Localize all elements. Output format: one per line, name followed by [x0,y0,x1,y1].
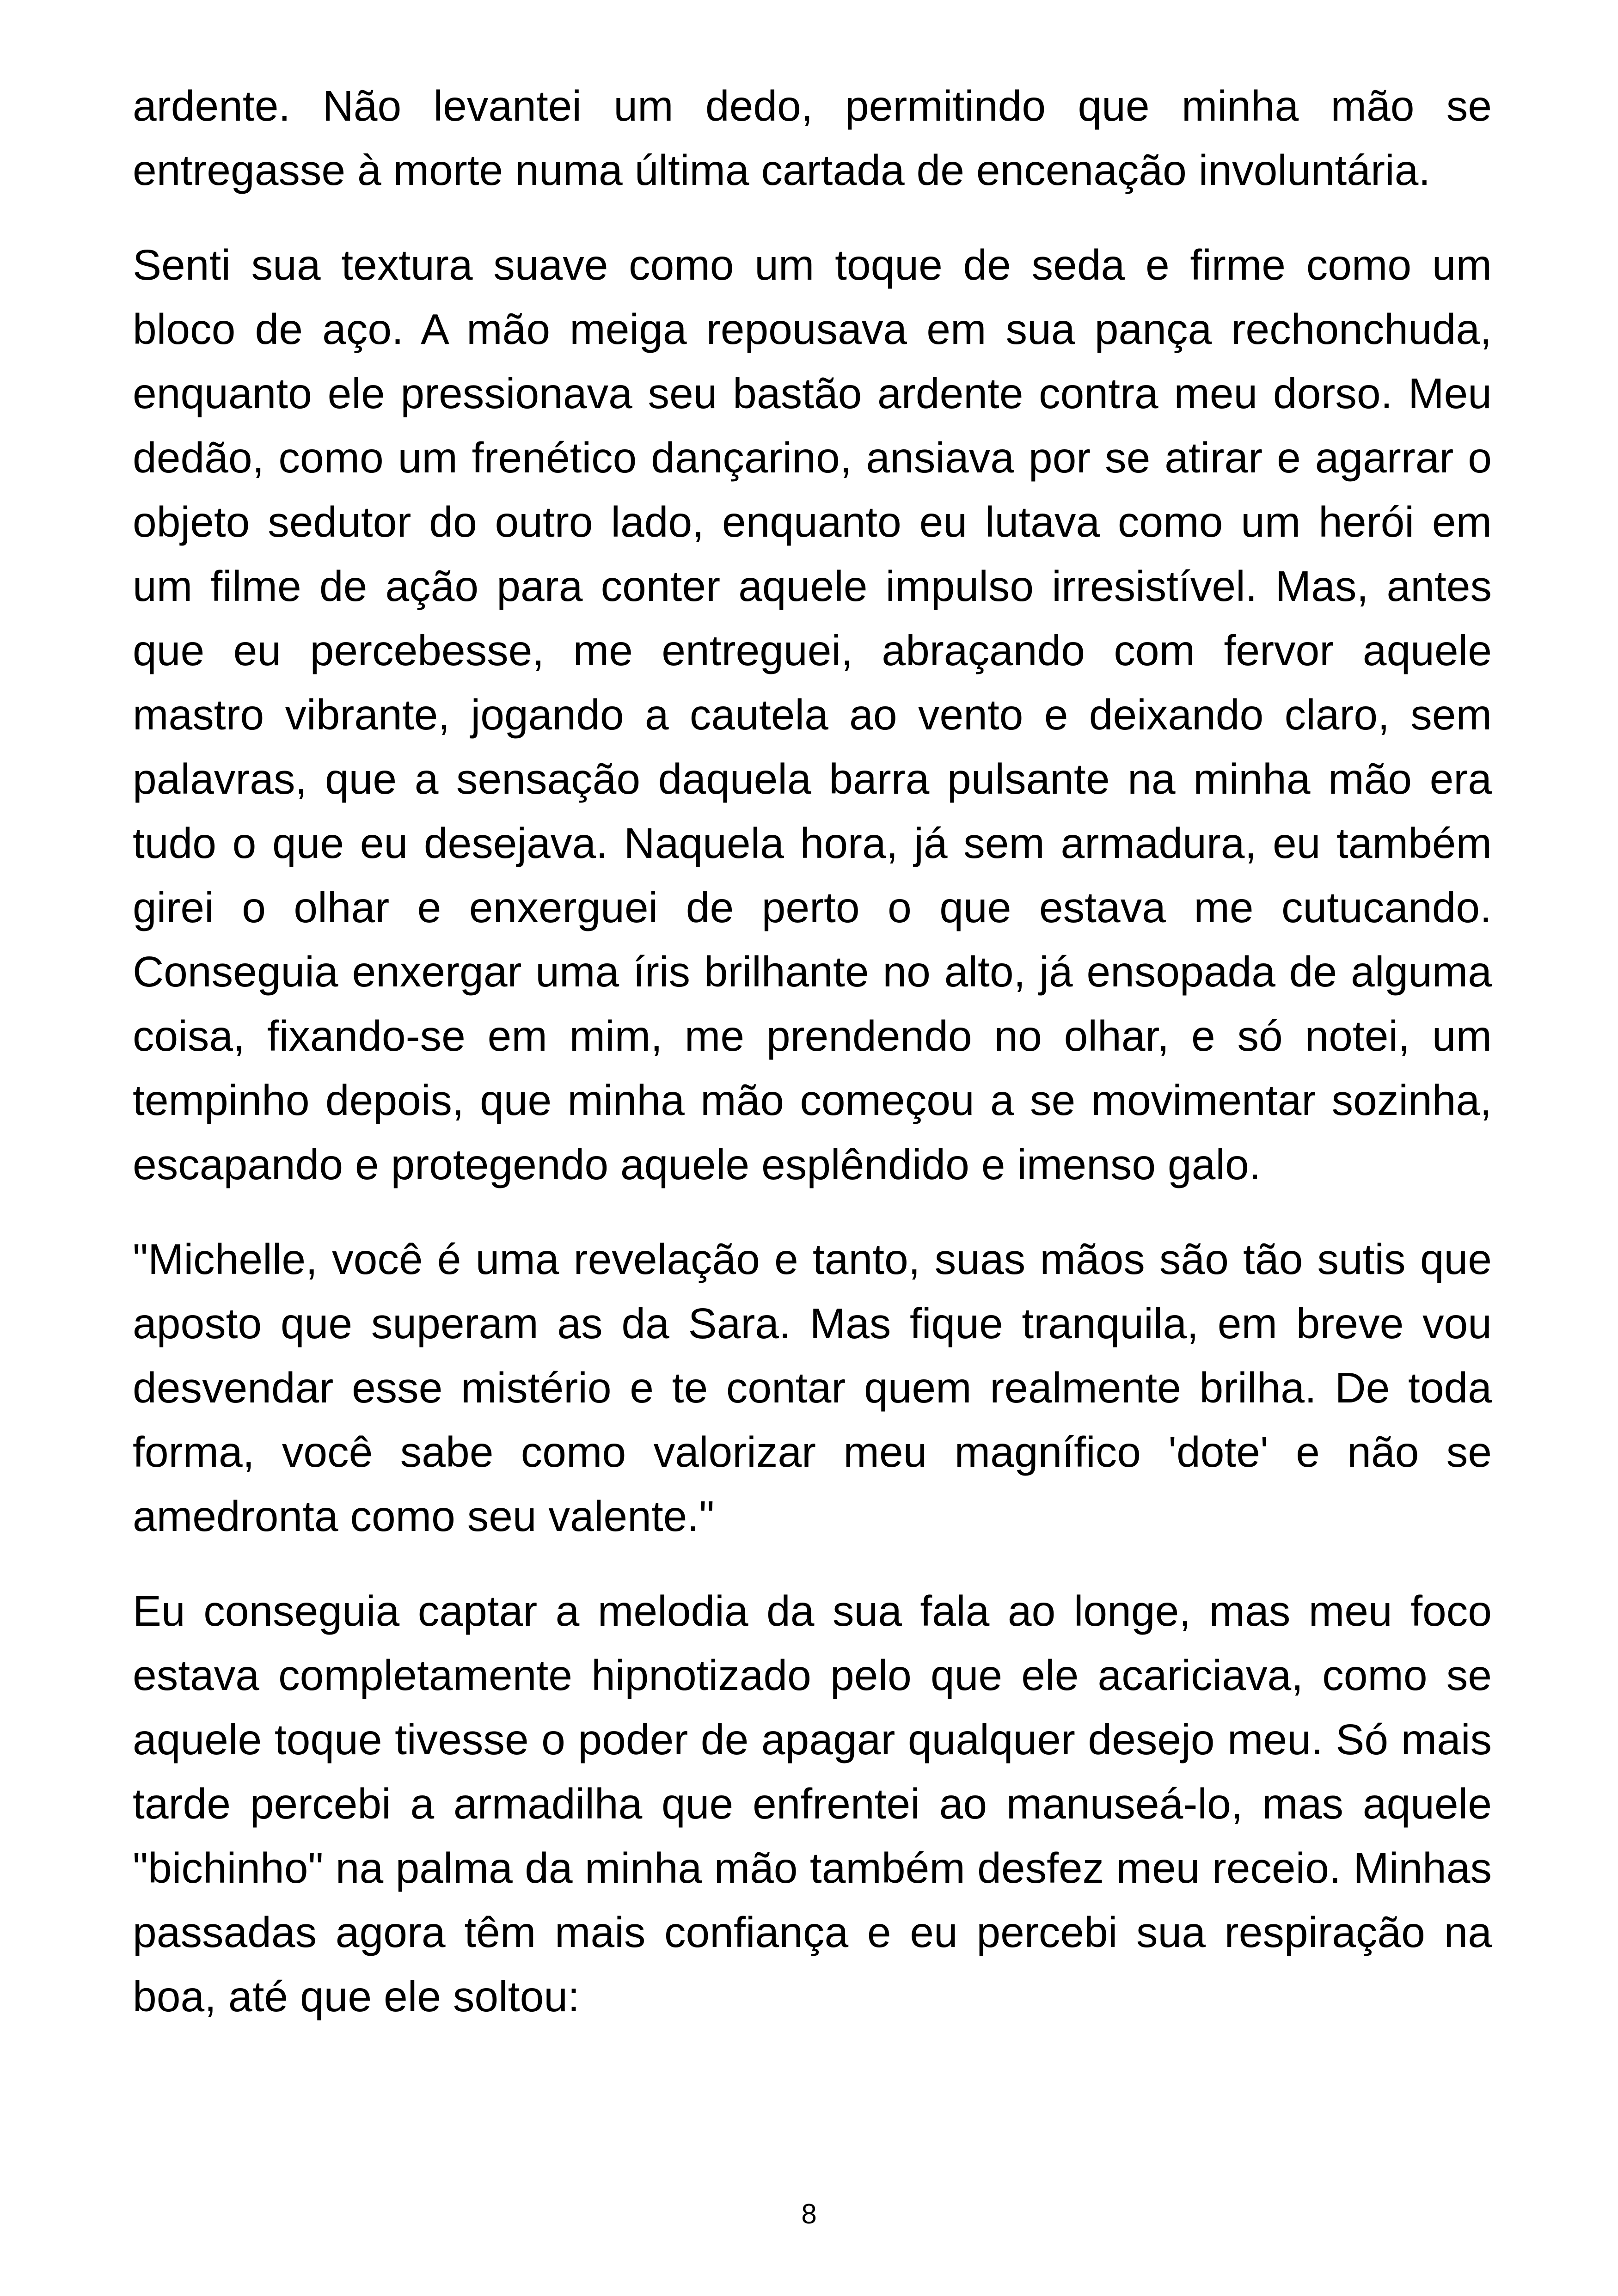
paragraph-4: Eu conseguia captar a melodia da sua fala ao longe, mas meu foco estava completamente hipnotizado pelo que ele acariciava, como se aquele toque tivesse o poder de apagar qualquer desejo meu. Só mais tarde percebi a armadilha que enfrentei ao manuseá-lo, mas aquele "bichinho" na palma da minha mão também desfez meu receio. Minhas passadas agora têm mais confiança e eu percebi sua respiração na boa, até que ele soltou: [133,1587,1492,2020]
paragraph-2: Senti sua textura suave como um toque de seda e firme como um bloco de aço. A mão meiga repousava em sua pança rechonchuda, enquanto ele pressionava seu bastão ardente contra meu dorso. Meu dedão, como um frenético dançarino, ansiava por se atirar e agarrar o objeto sedutor do outro lado, enquanto eu lutava como um herói em um filme de ação para conter aquele impulso irresistível. Mas, antes que eu percebesse, me entreguei, abraçando com fervor aquele mastro vibrante, jogando a cautela ao vento e deixando claro, sem palavras, que a sensação daquela barra pulsante na minha mão era tudo o que eu desejava. Naquela hora, já sem armadura, eu também girei o olhar e enxerguei de perto o que estava me cutucando. Conseguia enxergar uma íris brilhante no alto, já ensopada de alguma coisa, fixando-se em mim, me prendendo no olhar, e só notei, um tempinho depois, que minha mão começou a se movimentar sozinha, escapando e protegendo aquele esplêndido e imenso galo. [133,241,1492,1188]
body-text [133,74,1492,2059]
page-number: 8 [801,2198,817,2229]
paragraph-3: "Michelle, você é uma revelação e tanto, suas mãos são tão sutis que aposto que superam as da Sara. Mas fique tranquila, em breve vou desvendar esse mistério e te contar quem realmente brilha. De toda forma, você sabe como valorizar meu magnífico 'dote' e não se amedronta como seu valente." [133,1235,1492,1540]
paragraph-1: ardente. Não levantei um dedo, permitindo que minha mão se entregasse à morte numa última cartada de encenação involuntária. [133,82,1492,194]
